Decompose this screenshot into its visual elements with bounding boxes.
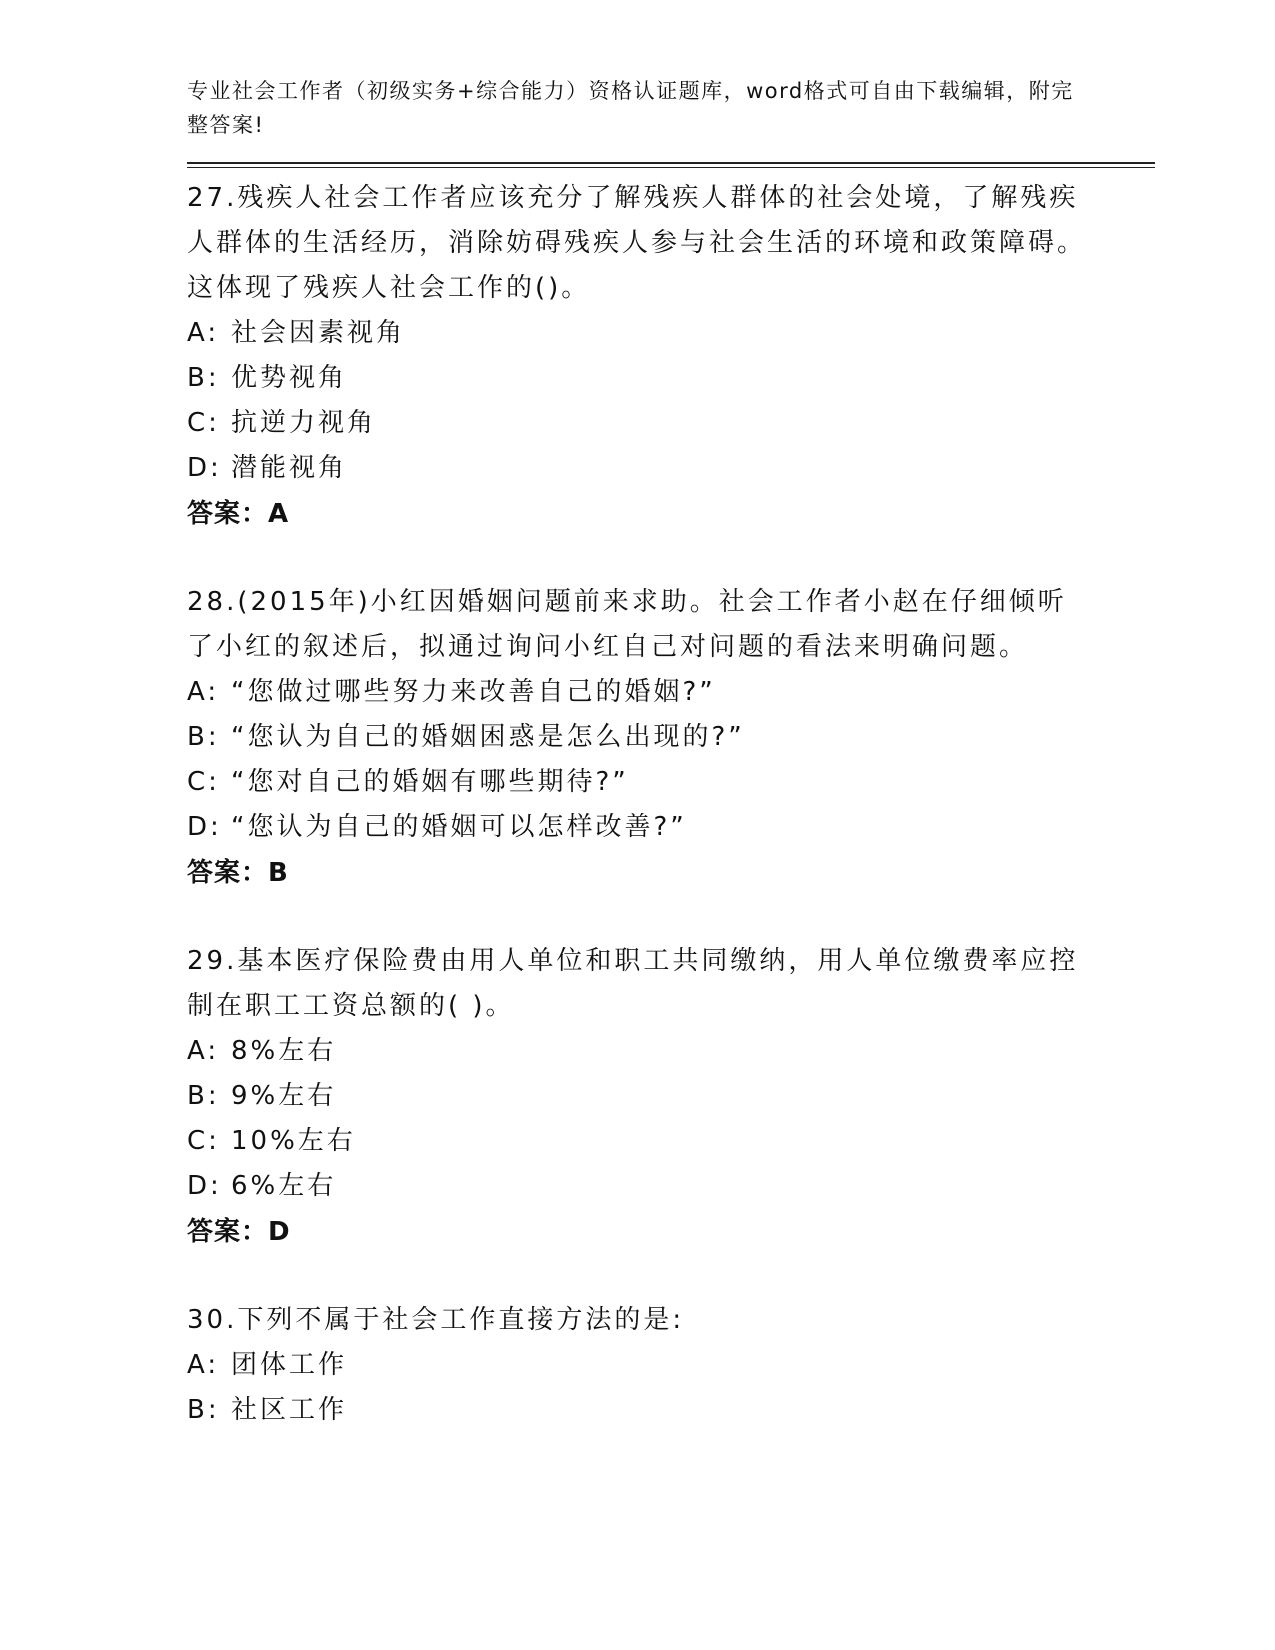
answer: 答案：A [187,499,290,529]
question-stem: 30.下列不属于社会工作直接方法的是: [187,1305,685,1335]
option-text: 团体工作 [231,1350,348,1380]
option-label: C: [187,767,220,797]
question-28 [187,580,1155,896]
option-text: 优势视角 [231,363,348,393]
option-label: B: [187,1395,220,1425]
option-text: “您认为自己的婚姻困惑是怎么出现的?” [231,722,745,752]
option-label: A: [187,318,220,348]
question-list [187,176,1155,1433]
option-c [187,401,1155,446]
option-a [187,1029,1155,1074]
option-text: 10%左右 [231,1126,356,1156]
option-text: 抗逆力视角 [231,408,377,438]
option-label: B: [187,1081,220,1111]
option-c [187,760,1155,805]
header-divider-thin [187,167,1155,168]
option-b [187,715,1155,760]
option-label: A: [187,1036,220,1066]
question-27 [187,176,1155,537]
option-text: 社会因素视角 [231,318,406,348]
document-header: 专业社会工作者（初级实务+综合能力）资格认证题库，word格式可自由下载编辑，附完整答案! [187,79,1074,137]
document-page [187,74,1155,1476]
option-text: 9%左右 [231,1081,337,1111]
option-label: C: [187,408,220,438]
answer: 答案：B [187,858,289,888]
option-text: “您对自己的婚姻有哪些期待?” [231,767,629,797]
option-d [187,446,1155,491]
option-text: 8%左右 [231,1036,337,1066]
option-text: 社区工作 [231,1395,348,1425]
option-text: 6%左右 [231,1171,337,1201]
option-a [187,1343,1155,1388]
option-b [187,1074,1155,1119]
option-d [187,1164,1155,1209]
option-label: D: [187,812,222,842]
option-label: D: [187,1171,222,1201]
question-stem: 27.残疾人社会工作者应该充分了解残疾人群体的社会处境，了解残疾人群体的生活经历，消除妨碍残疾人参与社会生活的环境和政策障碍。这体现了残疾人社会工作的()。 [187,183,1087,303]
option-label: A: [187,677,220,707]
option-label: B: [187,722,220,752]
option-c [187,1119,1155,1164]
question-30 [187,1298,1155,1433]
option-d [187,805,1155,850]
question-stem: 28.(2015年)小红因婚姻问题前来求助。社会工作者小赵在仔细倾听了小红的叙述后，拟通过询问小红自己对问题的看法来明确问题。 [187,587,1067,662]
option-label: A: [187,1350,220,1380]
option-a [187,311,1155,356]
header-divider-thick [187,162,1155,164]
option-label: C: [187,1126,220,1156]
option-b [187,1388,1155,1433]
option-text: “您做过哪些努力来改善自己的婚姻?” [231,677,716,707]
answer: 答案：D [187,1217,291,1247]
option-label: D: [187,453,222,483]
question-stem: 29.基本医疗保险费由用人单位和职工共同缴纳，用人单位缴费率应控制在职工工资总额的( )。 [187,946,1079,1021]
option-b [187,356,1155,401]
option-a [187,670,1155,715]
question-29 [187,939,1155,1255]
option-text: “您认为自己的婚姻可以怎样改善?” [231,812,687,842]
option-label: B: [187,363,220,393]
option-text: 潜能视角 [231,453,348,483]
